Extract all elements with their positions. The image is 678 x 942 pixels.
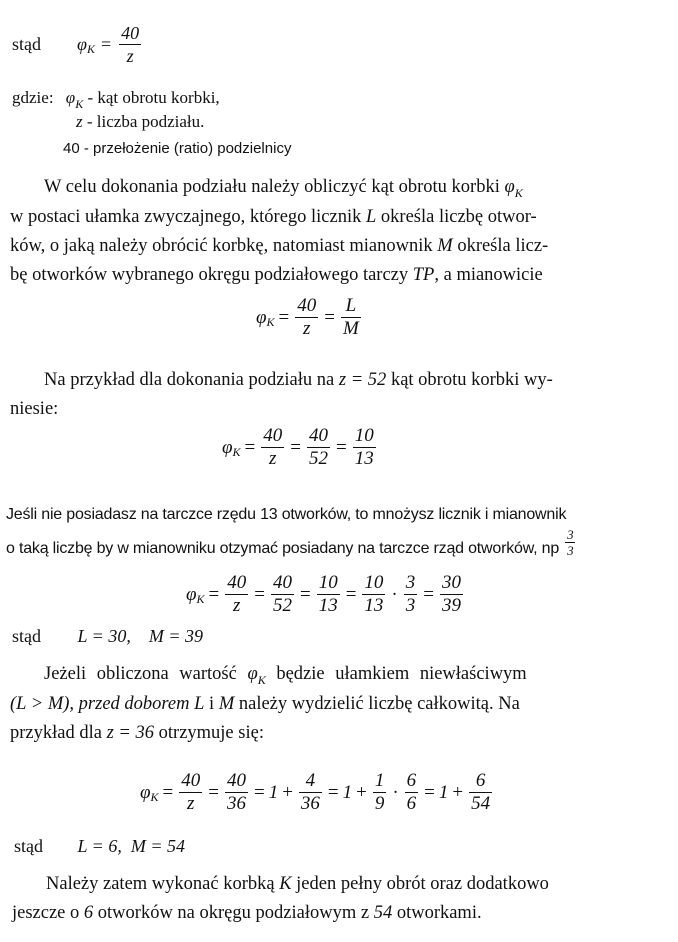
denominator: M	[342, 318, 359, 339]
six: 6	[83, 903, 94, 923]
numerator: 1	[374, 770, 385, 791]
equation-1: φ K = $\frac{40}{z}$ = $\frac{L}{M}$	[256, 295, 359, 339]
text: ków, o jaką należy obrócić korbkę, natomiast mianownik	[10, 236, 438, 256]
text: otworków na okręgu podziałowym z	[93, 903, 374, 923]
gdzie-label: gdzie:	[12, 88, 54, 107]
numerator: 10	[318, 572, 338, 593]
numerator: 6	[406, 770, 417, 791]
denominator: 13	[354, 448, 374, 469]
text: (L > M), przed doborem	[10, 694, 195, 714]
text: o taką liczbę by w mianowniku otzymać posiadany na tarczce rząd otworków, np	[6, 539, 560, 557]
denominator: z	[126, 46, 134, 66]
denominator: z	[269, 448, 277, 469]
phi-definition: - kąt obrotu korbki,	[83, 88, 220, 107]
phi-subscript: K	[232, 445, 241, 459]
note-line-2	[6, 527, 577, 564]
note-line-1: Jeśli nie posiadasz na tarczce rzędu 13 otworków, to mnożysz licznik i mianownik	[6, 506, 567, 523]
text: Jeżeli obliczona wartość	[44, 664, 248, 684]
denominator: z	[303, 318, 311, 339]
paragraph-4	[12, 870, 632, 928]
equation-2: φ K = $\frac{40}{z}$ = $\frac{40}{52}$ = $\frac{10}{13}$	[222, 425, 374, 469]
numerator: 40	[121, 23, 140, 43]
text: przykład dla	[10, 723, 107, 743]
K-symbol: K	[279, 874, 292, 894]
integer-part: 1	[342, 781, 353, 803]
text: otrzymuje się:	[154, 723, 264, 743]
phi-symbol: φ	[256, 306, 267, 328]
fraction-40-z	[119, 22, 141, 67]
stad-line-2	[12, 626, 203, 647]
z-symbol: z	[76, 112, 83, 131]
numerator: 6	[469, 770, 492, 793]
fifty-four: 54	[373, 903, 393, 923]
gdzie-line-2	[76, 112, 204, 132]
numerator: 3	[405, 572, 416, 593]
denominator: z	[233, 595, 241, 616]
phi-symbol: φ	[247, 664, 258, 684]
numerator: 40	[227, 572, 247, 593]
denominator: z	[187, 793, 195, 814]
denominator: 52	[272, 595, 292, 616]
z-equals-52: z = 52	[338, 370, 387, 390]
stad-line-1	[12, 22, 143, 67]
equals-sign: =	[100, 34, 112, 54]
text: bę otworków wybranego okręgu podziałowego tarczy	[10, 265, 413, 285]
phi-subscript: K	[150, 790, 159, 804]
paragraph-2	[10, 366, 630, 424]
phi-symbol: φ	[65, 88, 76, 107]
denominator: 36	[300, 793, 320, 814]
numerator: 40	[263, 425, 283, 446]
stad-label: stąd	[12, 34, 41, 54]
phi-subscript: K	[514, 186, 523, 200]
z-definition: - liczba podziału.	[82, 112, 205, 131]
phi-subscript: K	[86, 42, 95, 56]
equation-3: φ K = $\frac{40}{z}$ = $\frac{40}{52}$ = $\frac{10}{13}$ = $\frac{10}{13}$ · $\frac{3}{3}$ = $\frac{30}{39}$	[186, 572, 461, 616]
phi-subscript: K	[266, 315, 275, 329]
integer-part: 1	[268, 781, 279, 803]
integer-part: 1	[438, 781, 449, 803]
numerator: 4	[299, 770, 322, 793]
values: L = 6, M = 54	[77, 836, 185, 856]
stad-label: stąd	[14, 836, 43, 856]
phi-subscript: K	[196, 592, 205, 606]
stad-line-3	[14, 836, 185, 857]
denominator: 54	[471, 793, 491, 814]
denominator: 13	[318, 595, 338, 616]
values: L = 30, M = 39	[77, 626, 203, 646]
paragraph-3	[10, 660, 632, 748]
M-symbol: M	[218, 694, 235, 714]
text: kąt obrotu korbki wy-	[386, 370, 553, 390]
numerator: 40	[226, 770, 246, 791]
text: jeszcze o	[12, 903, 84, 923]
phi-subscript: K	[257, 673, 266, 687]
text: określa liczbę otwor-	[376, 207, 537, 227]
numerator: 40	[272, 572, 292, 593]
text: należy wydzielić liczbę całkowitą. Na	[234, 694, 520, 714]
L-symbol: L	[194, 694, 205, 714]
denominator: 13	[364, 595, 384, 616]
phi-symbol: φ	[140, 781, 151, 803]
denominator: 36	[226, 793, 246, 814]
denominator: 6	[406, 793, 417, 814]
phi-subscript: K	[75, 97, 84, 111]
gdzie-line-1	[12, 88, 220, 111]
phi-symbol: φ	[186, 583, 197, 605]
ratio-note: 40 - przełożenie (ratio) podzielnicy	[63, 140, 292, 157]
text: Na przykład dla dokonania podziału na	[44, 370, 339, 390]
text: otworkami.	[392, 903, 482, 923]
phi-symbol: φ	[504, 177, 515, 197]
TP-symbol: TP	[412, 265, 435, 285]
text: w postaci ułamka zwyczajnego, którego licznik	[10, 207, 366, 227]
stad-label: stąd	[12, 626, 41, 646]
numerator: 30	[441, 572, 461, 593]
text: , a mianowicie	[434, 265, 543, 285]
denominator: 3	[405, 595, 416, 616]
phi-symbol: φ	[77, 34, 87, 54]
denominator: 52	[308, 448, 328, 469]
numerator: 40	[308, 425, 328, 446]
numerator: L	[341, 295, 361, 318]
phi-symbol: φ	[222, 436, 233, 458]
text: W celu dokonania podziału należy obliczyć kąt obrotu korbki	[44, 177, 505, 197]
equation-4: φ K = $\frac{40}{z}$ = $\frac{40}{36}$ = 1 + $\frac{4}{36}$ = 1 + $\frac{1}{9}$ · $\frac{6}{6}$ = 1 + $\frac{6}{54}$	[140, 770, 491, 814]
L-symbol: L	[366, 207, 377, 227]
text: jeden pełny obrót oraz dodatkowo	[291, 874, 549, 894]
numerator: 10	[364, 572, 384, 593]
numerator: 10	[354, 425, 374, 446]
numerator: 40	[297, 295, 317, 316]
text: będzie ułamkiem niewłaściwym	[265, 664, 527, 684]
M-symbol: M	[437, 236, 453, 256]
text: i	[204, 694, 219, 714]
numerator: 40	[181, 770, 201, 791]
denominator: 39	[441, 595, 461, 616]
text: niesie:	[10, 399, 59, 419]
numerator: 3	[567, 527, 574, 542]
denominator: 9	[374, 793, 385, 814]
paragraph-1	[10, 173, 630, 290]
z-equals-36: z = 36	[106, 723, 155, 743]
text: określa licz-	[452, 236, 549, 256]
denominator: 3	[567, 543, 574, 558]
text: Należy zatem wykonać korbką	[46, 874, 280, 894]
